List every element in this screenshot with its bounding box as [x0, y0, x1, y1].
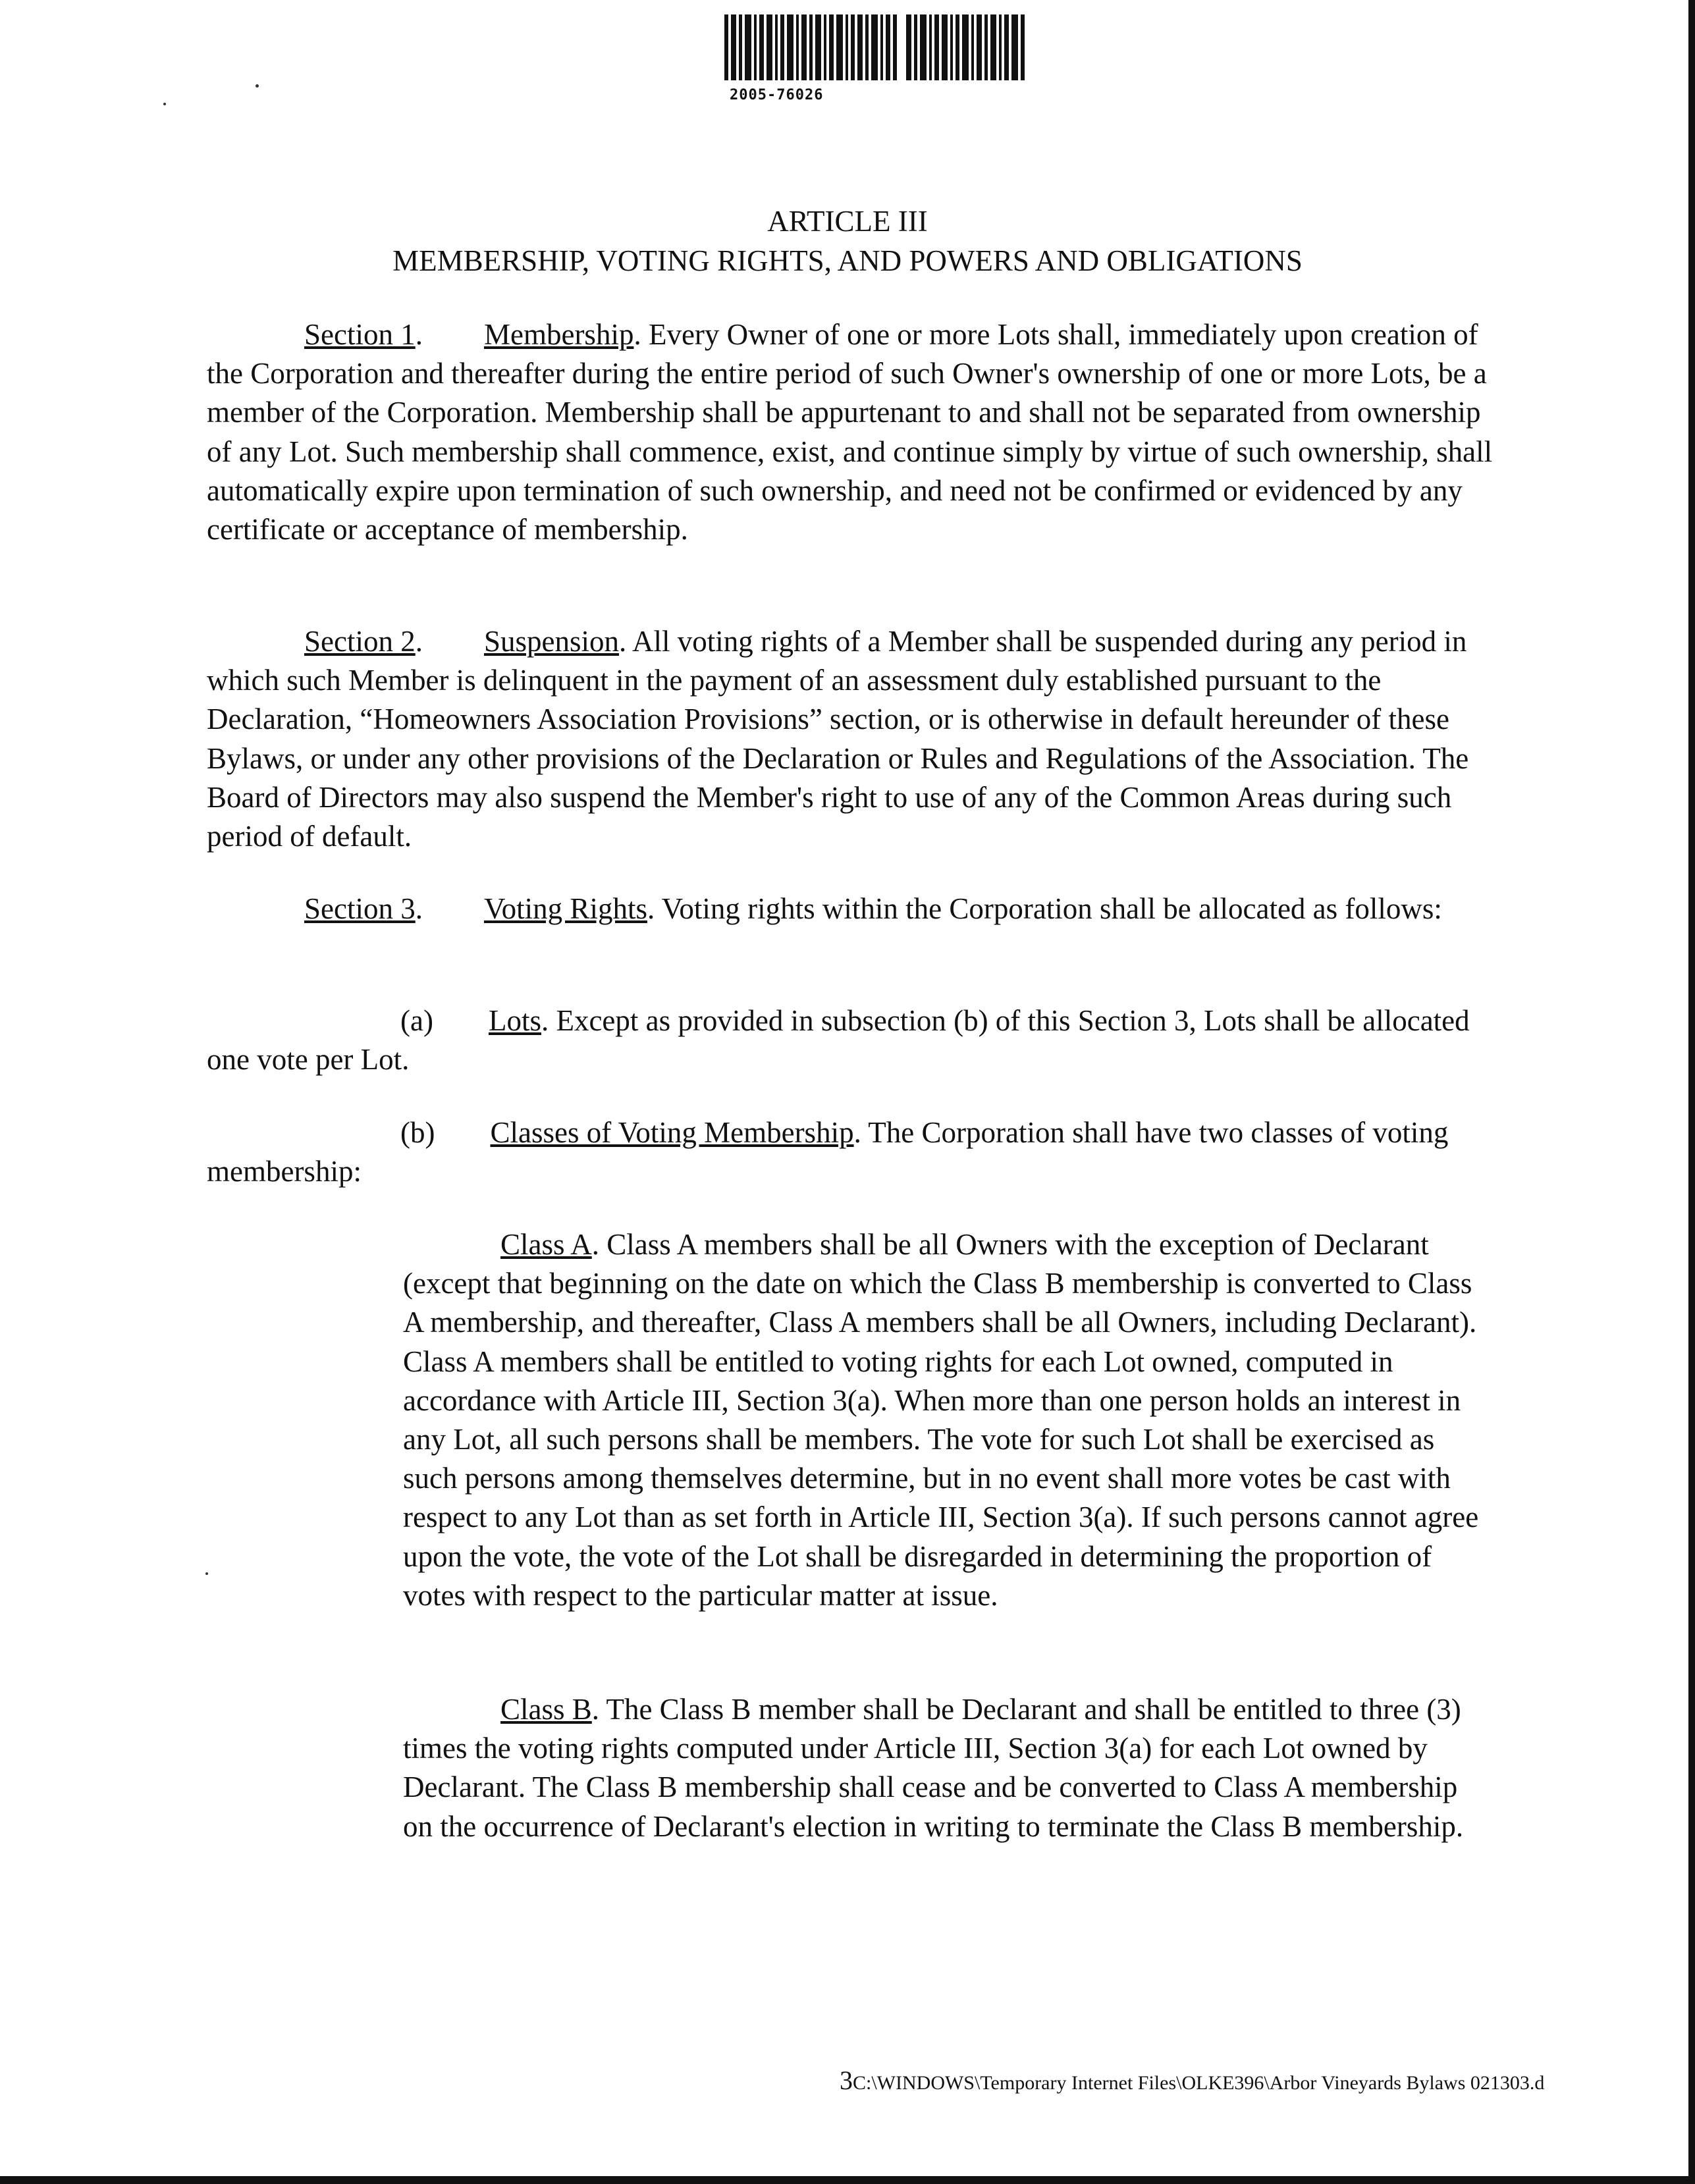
scan-speck [163, 103, 166, 105]
class-a: Class A. Class A members shall be all Owners with the exception of Declarant (except that beginning on the date on which the Class B membership is converted to Class A membership, and thereafter, Class A members shall be all Owners, including Declarant). Class A members shall be entitled to voting rights for each Lot owned, computed in accordance with Article III, Section 3(a). When more than one person holds an interest in any Lot, all such persons shall be members. The vote for such Lot shall be exercised as such persons among themselves determine, but in no event shall more votes be cast with respect to any Lot than as set forth in Article III, Section 3(a). If such persons cannot agree upon the vote, the vote of the Lot shall be disregarded in determining the proportion of votes with respect to the particular matter at issue. [403, 1228, 1479, 1612]
class-a-heading: Class A [500, 1228, 592, 1261]
page-number: 3 [840, 2065, 853, 2095]
scan-speck [256, 84, 259, 88]
section-1: Section 1. Membership. Every Owner of one or more Lots shall, immediately upon creation of the Corporation and thereafter during the entire period of such Owner's ownership of one or more Lots, be a member of the Corporation. Membership shall be appurtenant to and shall not be separated from ownership of any Lot. Such membership shall commence, exist, and continue simply by virtue of such ownership, shall automatically expire upon termination of such ownership, and need not be confirmed or evidenced by any certificate or acceptance of membership. [207, 318, 1493, 546]
class-b: Class B. The Class B member shall be Declarant and shall be entitled to three (3) times the voting rights computed under Article III, Section 3(a) for each Lot owned by Declarant. The Class B membership shall cease and be converted to Class A membership on the occurrence of Declarant's election in writing to terminate the Class B membership. [403, 1693, 1464, 1843]
section-2-heading: Suspension [483, 625, 620, 658]
footer [840, 2065, 1544, 2096]
subsection-b-body: The Corporation shall have two classes of voting membership: [207, 1116, 1449, 1188]
section-1-label: Section 1 [304, 318, 416, 351]
subsection-a: (a) Lots. Except as provided in subsection (b) of this Section 3, Lots shall be allocated one vote per Lot. [207, 1004, 1470, 1077]
section-2: Section 2. Suspension. All voting rights of a Member shall be suspended during any period in which such Member is delinquent in the payment of an assessment duly established pursuant to the Declaration, “Homeowners Association Provisions” section, or is otherwise in default hereunder of these Bylaws, or under any other provisions of the Declaration or Rules and Regulations of the Association. The Board of Directors may also suspend the Member's right to use of any of the Common Areas during such period of default. [207, 625, 1469, 853]
subsection-a-label: (a) [400, 1004, 433, 1037]
class-b-heading: Class B [500, 1693, 592, 1726]
barcode-number: 2005-76026 [730, 87, 824, 103]
subsection-b-label: (b) [400, 1116, 435, 1149]
subsection-b-heading: Classes of Voting Membership [490, 1116, 854, 1149]
class-a-body: Class A members shall be all Owners with the exception of Declarant (except that beginning on the date on which the Class B membership is converted to Class A membership, and thereafter, Class A members shall be all Owners, including Declarant). Class A members shall be entitled to voting rights for each Lot owned, computed in accordance with Article III, Section 3(a). When more than one person holds an interest in any Lot, all such persons shall be members. The vote for such Lot shall be exercised as such persons among themselves determine, but in no event shall more votes be cast with respect to any Lot than as set forth in Article III, Section 3(a). If such persons cannot agree upon the vote, the vote of the Lot shall be disregarded in determining the proportion of votes with respect to the particular matter at issue. [403, 1228, 1479, 1612]
section-3-body: Voting rights within the Corporation shall be allocated as follows: [661, 892, 1442, 925]
file-path: C:\WINDOWS\Temporary Internet Files\OLKE396\Arbor Vineyards Bylaws 021303.d [853, 2072, 1545, 2094]
class-b-body: The Class B member shall be Declarant and shall be entitled to three (3) times the voting rights computed under Article III, Section 3(a) for each Lot owned by Declarant. The Class B membership shall cease and be converted to Class A membership on the occurrence of Declarant's election in writing to terminate the Class B membership. [403, 1693, 1464, 1843]
subsection-a-heading: Lots [488, 1004, 541, 1037]
barcode [724, 14, 1027, 80]
section-2-label: Section 2 [304, 625, 416, 658]
section-3-label: Section 3 [304, 892, 416, 925]
section-2-body: All voting rights of a Member shall be suspended during any period in which such Member is delinquent in the payment of an assessment duly established pursuant to the Declaration, “Homeowners Association Provisions” section, or is otherwise in default hereunder of these Bylaws, or under any other provisions of the Declaration or Rules and Regulations of the Association. The Board of Directors may also suspend the Member's right to use of any of the Common Areas during such period of default. [207, 625, 1469, 853]
section-3-heading: Voting Rights [483, 892, 647, 925]
article-title: MEMBERSHIP, VOTING RIGHTS, AND POWERS AND OBLIGATIONS [392, 244, 1303, 277]
scan-speck [205, 1572, 208, 1575]
section-1-heading: Membership [483, 318, 634, 351]
subsection-a-body: Except as provided in subsection (b) of this Section 3, Lots shall be allocated one vote per Lot. [207, 1004, 1470, 1077]
subsection-b: (b) Classes of Voting Membership. The Corporation shall have two classes of voting membership: [207, 1116, 1449, 1188]
section-1-body: Every Owner of one or more Lots shall, immediately upon creation of the Corporation and thereafter during the entire period of such Owner's ownership of one or more Lots, be a member of the Corporation. Membership shall be appurtenant to and shall not be separated from ownership of any Lot. Such membership shall commence, exist, and continue simply by virtue of such ownership, shall automatically expire upon termination of such ownership, and need not be confirmed or evidenced by any certificate or acceptance of membership. [207, 318, 1493, 546]
section-3: Section 3. Voting Rights. Voting rights within the Corporation shall be allocated as follows: [304, 892, 1442, 925]
article-number: ARTICLE III [767, 205, 928, 238]
